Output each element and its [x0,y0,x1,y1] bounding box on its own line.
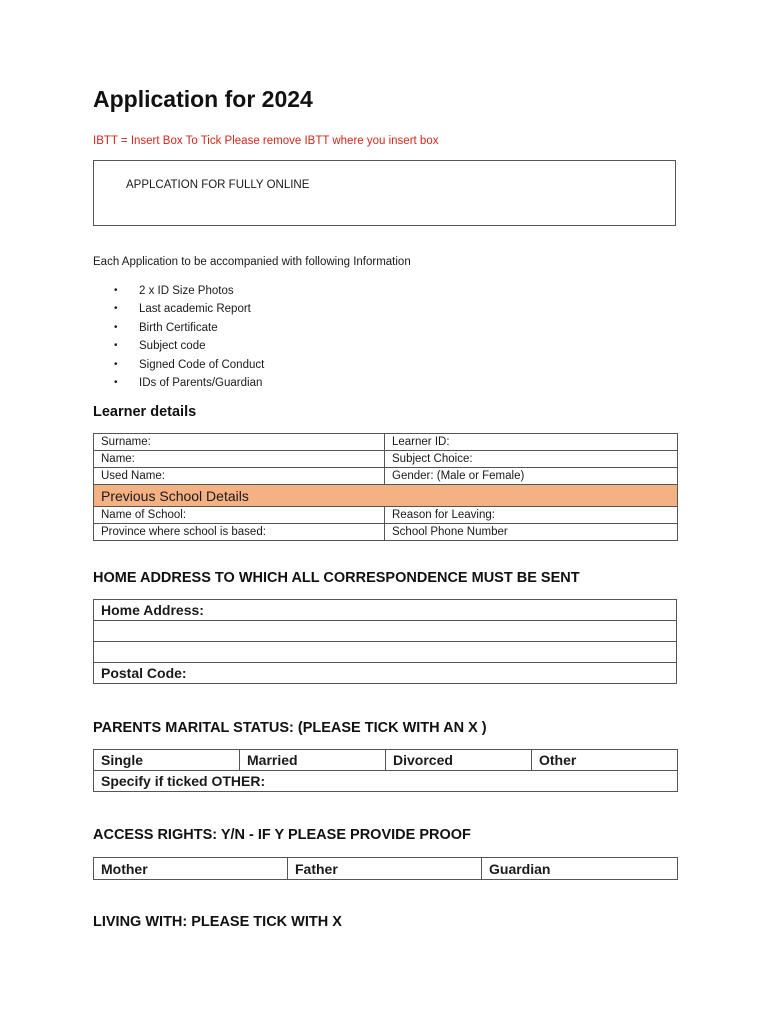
table-row [94,485,678,507]
access-rights-table [93,857,678,880]
table-row [94,507,678,524]
marital-status-heading: PARENTS MARITAL STATUS: (PLEASE TICK WITH AN X ) [93,720,487,736]
list-item [110,319,264,337]
single-option[interactable]: Single [94,750,240,771]
requirement-label: Signed Code of Conduct [139,358,265,371]
table-row [94,771,678,792]
other-option[interactable]: Other [532,750,678,771]
table-row [94,600,677,621]
father-option[interactable]: Father [288,858,482,880]
reason-for-leaving-field[interactable]: Reason for Leaving: [385,507,678,524]
table-row [94,642,677,663]
requirement-label: Birth Certificate [139,321,218,334]
list-item [110,282,264,300]
requirement-label: Subject code [139,340,206,353]
marital-status-table [93,749,678,792]
page-title: Application for 2024 [93,86,313,112]
specify-other-field[interactable]: Specify if ticked OTHER: [94,771,678,792]
subject-choice-field[interactable]: Subject Choice: [385,451,678,468]
bullet-icon: • [114,376,118,388]
requirements-list [110,282,264,392]
school-phone-field[interactable]: School Phone Number [385,524,678,541]
bullet-icon: • [114,321,118,333]
name-field[interactable]: Name: [94,451,385,468]
divorced-option[interactable]: Divorced [386,750,532,771]
table-row [94,451,678,468]
list-item [110,356,264,374]
mother-option[interactable]: Mother [94,858,288,880]
list-item [110,337,264,355]
guardian-option[interactable]: Guardian [482,858,678,880]
list-item [110,374,264,392]
address-line-field[interactable] [94,642,677,663]
learner-details-heading: Learner details [93,404,197,420]
previous-school-heading: Previous School Details [94,485,678,507]
married-option[interactable]: Married [240,750,386,771]
ibtt-note: IBTT = Insert Box To Tick Please remove IBTT where you insert box [93,135,439,147]
table-row [94,621,677,642]
bullet-icon: • [114,285,118,296]
access-rights-heading: ACCESS RIGHTS: Y/N - IF Y PLEASE PROVIDE PROOF [93,827,471,843]
requirements-intro: Each Application to be accompanied with following Information [93,256,411,268]
table-row [94,663,677,684]
school-name-field[interactable]: Name of School: [94,507,385,524]
application-type-label: APPLCATION FOR FULLY ONLINE [126,179,310,191]
requirement-label: 2 x ID Size Photos [139,285,234,297]
bullet-icon: • [114,358,118,370]
table-row [94,524,678,541]
requirement-label: Last academic Report [139,303,251,316]
address-line-field[interactable] [94,621,677,642]
application-type-box [93,160,676,226]
learner-id-field[interactable]: Learner ID: [385,434,678,451]
learner-details-table [93,433,678,541]
postal-code-field[interactable]: Postal Code: [94,663,677,684]
school-province-field[interactable]: Province where school is based: [94,524,385,541]
requirement-label: IDs of Parents/Guardian [139,376,263,389]
gender-field[interactable]: Gender: (Male or Female) [385,468,678,485]
table-row [94,750,678,771]
list-item [110,300,264,318]
home-address-field[interactable]: Home Address: [94,600,677,621]
living-with-heading: LIVING WITH: PLEASE TICK WITH X [93,914,342,930]
table-row [94,434,678,451]
bullet-icon: • [114,303,118,315]
used-name-field[interactable]: Used Name: [94,468,385,485]
home-address-heading: HOME ADDRESS TO WHICH ALL CORRESPONDENCE MUST BE SENT [93,570,580,586]
table-row [94,858,678,880]
bullet-icon: • [114,340,118,352]
table-row [94,468,678,485]
surname-field[interactable]: Surname: [94,434,385,451]
home-address-table [93,599,677,684]
